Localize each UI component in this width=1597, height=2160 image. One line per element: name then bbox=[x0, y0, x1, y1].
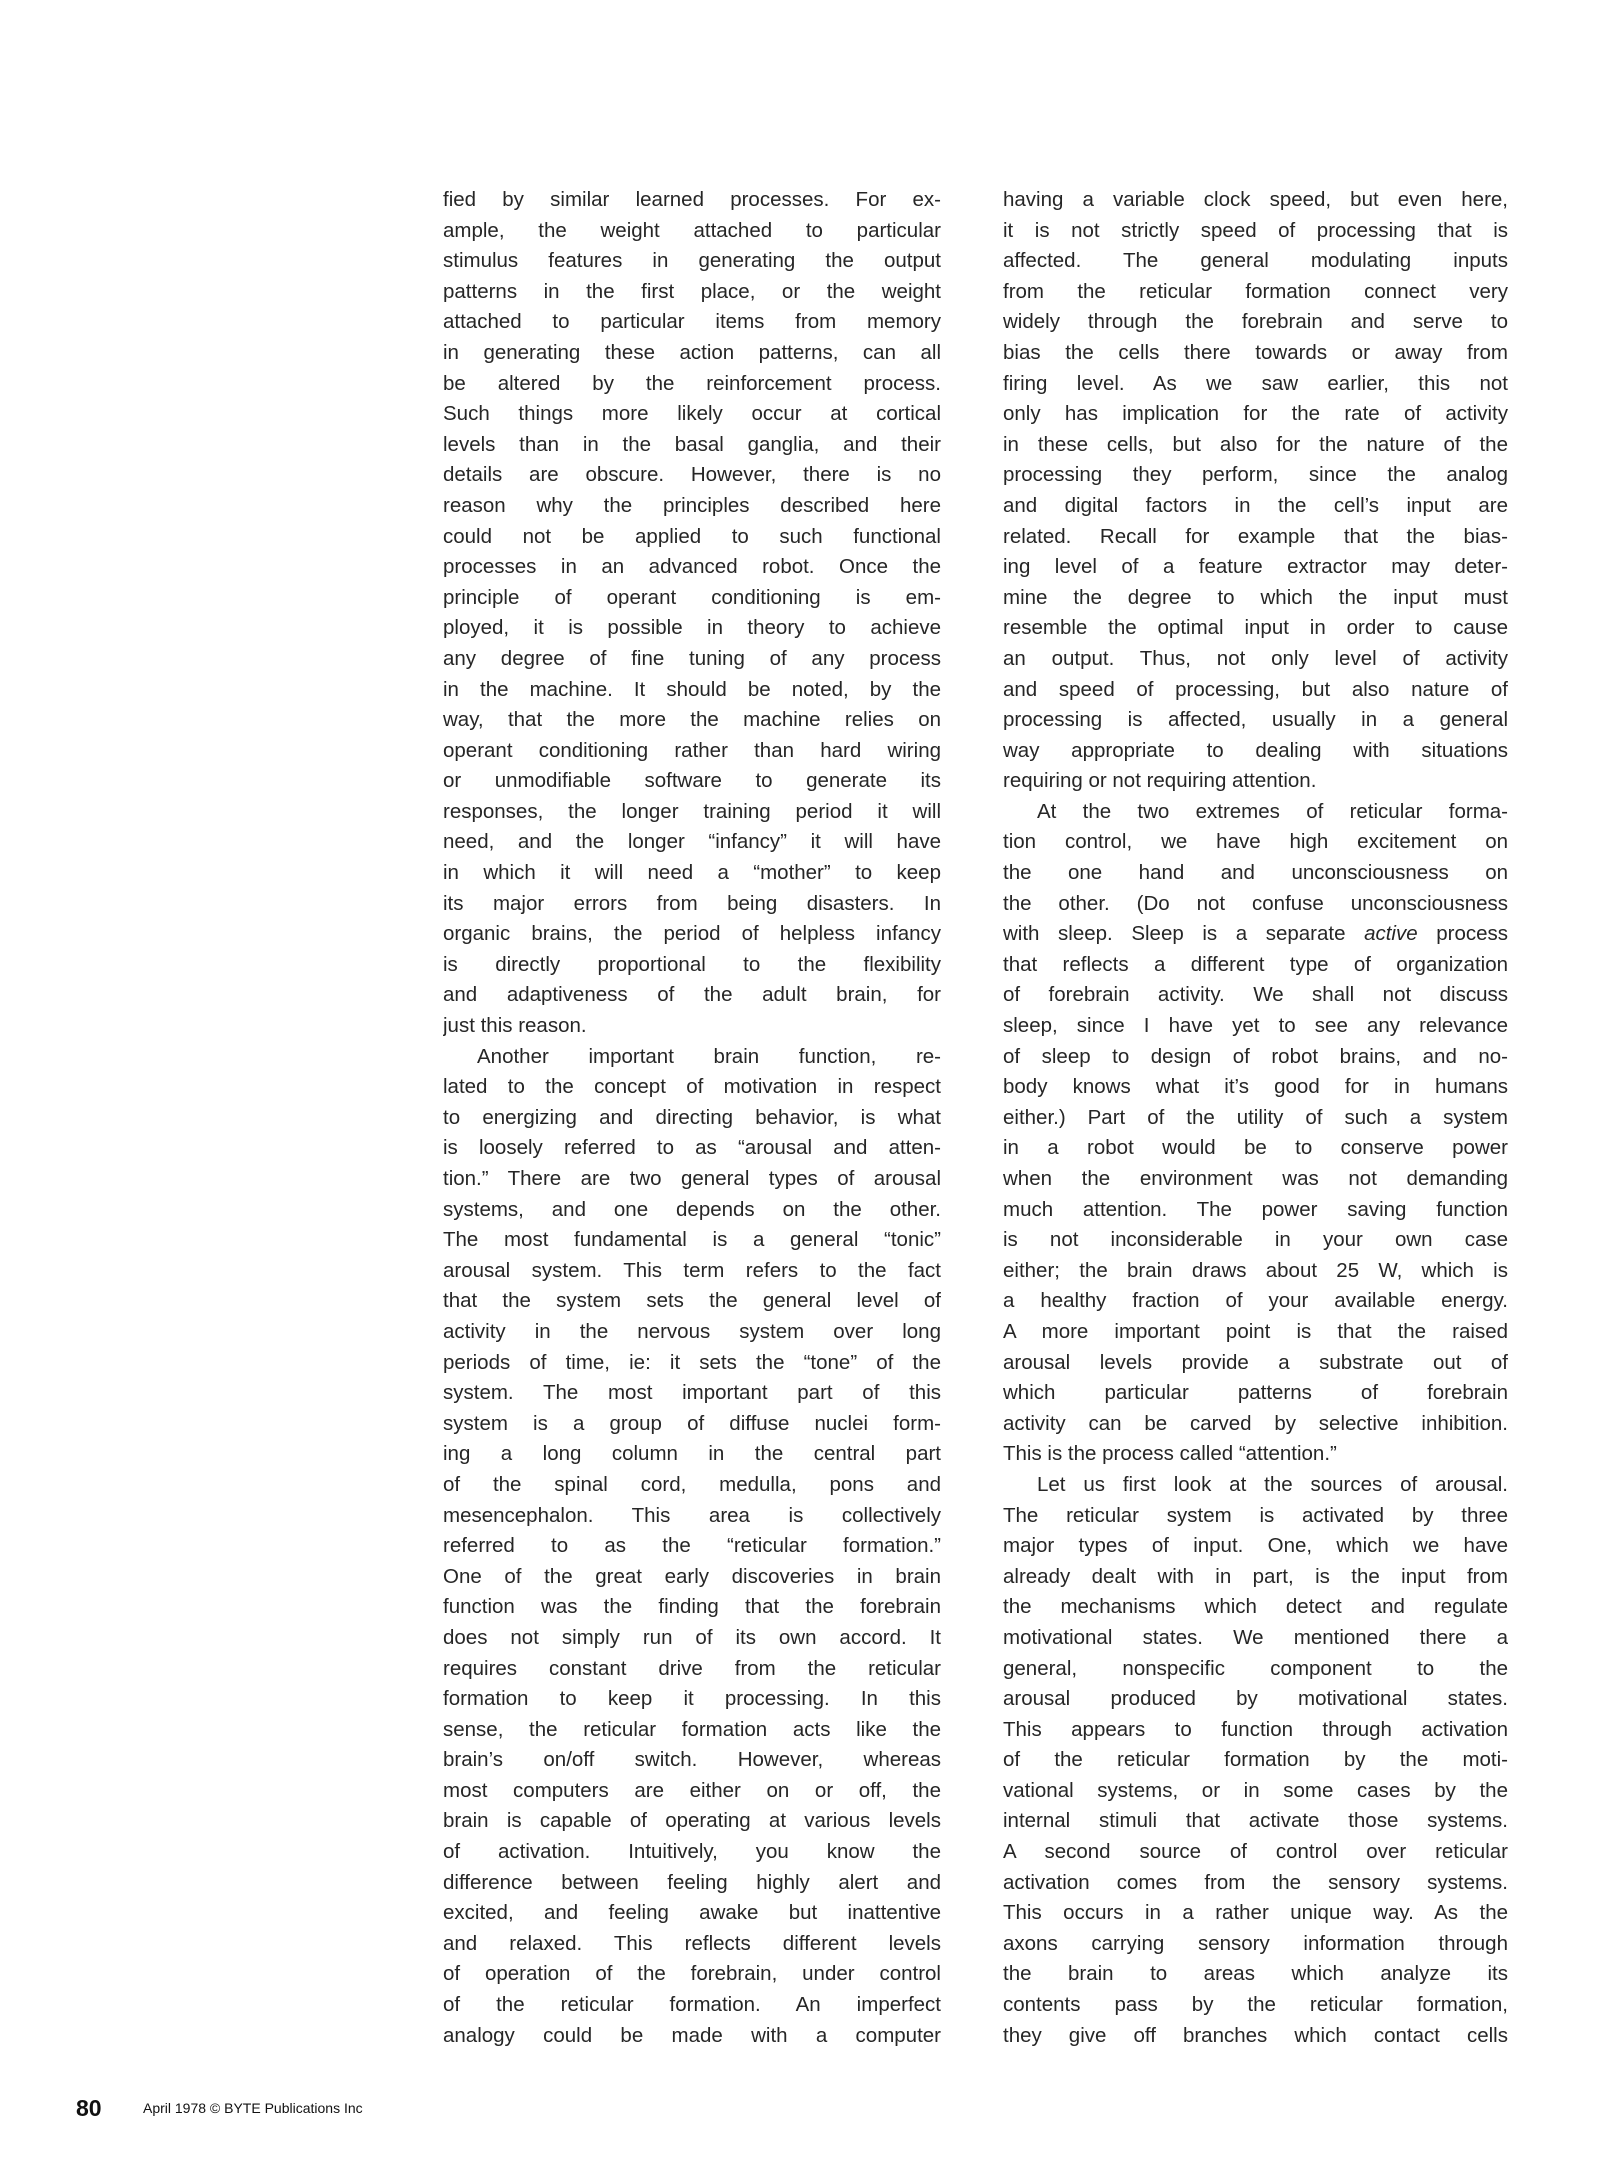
text-line bbox=[1003, 1684, 1508, 1715]
line-text: mine the degree to which the input must bbox=[1003, 585, 1508, 609]
text-line bbox=[1003, 1164, 1508, 1195]
text-line bbox=[1003, 1623, 1508, 1654]
line-text: This appears to function through activation bbox=[1003, 1717, 1508, 1741]
text-line bbox=[1003, 1439, 1508, 1470]
text-line bbox=[1003, 522, 1508, 553]
text-line bbox=[1003, 216, 1508, 247]
text-line bbox=[1003, 1959, 1508, 1990]
text-line bbox=[1003, 399, 1508, 430]
text-line bbox=[443, 1684, 941, 1715]
text-line bbox=[443, 1501, 941, 1532]
line-text: firing level. As we saw earlier, this not bbox=[1003, 371, 1508, 395]
line-text: ployed, it is possible in theory to achieve bbox=[443, 616, 941, 640]
text-line bbox=[1003, 766, 1508, 797]
line-text: arousal produced by motivational states. bbox=[1003, 1687, 1508, 1711]
text-line bbox=[1003, 1072, 1508, 1103]
line-text: function was the finding that the forebrain bbox=[443, 1595, 941, 1619]
line-text: sleep, since I have yet to see any relevance bbox=[1003, 1014, 1508, 1038]
line-text: which particular patterns of forebrain bbox=[1003, 1381, 1508, 1405]
text-line bbox=[1003, 430, 1508, 461]
text-line bbox=[1003, 675, 1508, 706]
line-text: way, that the more the machine relies on bbox=[443, 708, 941, 732]
text-line bbox=[443, 460, 941, 491]
text-line bbox=[443, 216, 941, 247]
text-line bbox=[443, 1256, 941, 1287]
line-text: is loosely referred to as “arousal and atten- bbox=[443, 1136, 941, 1160]
text-line bbox=[443, 491, 941, 522]
text-line bbox=[443, 980, 941, 1011]
text-line bbox=[443, 185, 941, 216]
line-text: At the two extremes of reticular forma- bbox=[1037, 799, 1508, 823]
line-text: vational systems, or in some cases by the bbox=[1003, 1778, 1508, 1802]
text-line bbox=[443, 1868, 941, 1899]
line-text: that the system sets the general level of bbox=[443, 1289, 941, 1313]
text-line bbox=[1003, 1103, 1508, 1134]
line-text: of the reticular formation by the moti- bbox=[1003, 1748, 1508, 1772]
text-line bbox=[1003, 1470, 1508, 1501]
line-text: having a variable clock speed, but even here, bbox=[1003, 188, 1508, 211]
text-line bbox=[443, 1042, 941, 1073]
line-text: ing a long column in the central part bbox=[443, 1442, 941, 1466]
text-line bbox=[1003, 1501, 1508, 1532]
page-number: 80 bbox=[76, 2095, 102, 2121]
line-text: bias the cells there towards or away from bbox=[1003, 340, 1508, 364]
text-line bbox=[1003, 185, 1508, 216]
text-line bbox=[443, 889, 941, 920]
text-line bbox=[443, 705, 941, 736]
line-text: in generating these action patterns, can all bbox=[443, 340, 941, 364]
line-text: attached to particular items from memory bbox=[443, 310, 941, 334]
line-text: of operation of the forebrain, under control bbox=[443, 1962, 941, 1986]
line-text: an output. Thus, not only level of activity bbox=[1003, 646, 1508, 670]
text-line bbox=[1003, 613, 1508, 644]
line-text: brain’s on/off switch. However, whereas bbox=[443, 1748, 941, 1772]
text-line bbox=[443, 1225, 941, 1256]
text-line bbox=[1003, 1929, 1508, 1960]
line-text: operant conditioning rather than hard wiring bbox=[443, 738, 941, 762]
line-text: systems, and one depends on the other. bbox=[443, 1197, 941, 1221]
line-text: process bbox=[1417, 922, 1508, 946]
line-text: principle of operant conditioning is em- bbox=[443, 585, 941, 609]
text-line bbox=[443, 1562, 941, 1593]
text-line bbox=[443, 675, 941, 706]
text-line bbox=[1003, 919, 1508, 950]
line-text: The reticular system is activated by three bbox=[1003, 1503, 1508, 1527]
text-line bbox=[1003, 1837, 1508, 1868]
line-text: be altered by the reinforcement process. bbox=[443, 371, 941, 395]
text-line bbox=[443, 827, 941, 858]
line-text: most computers are either on or off, the bbox=[443, 1778, 941, 1802]
line-text: when the environment was not demanding bbox=[1003, 1167, 1508, 1190]
line-text: widely through the forebrain and serve to bbox=[1003, 310, 1508, 334]
line-text: responses, the longer training period it will bbox=[443, 799, 941, 823]
text-line bbox=[443, 338, 941, 369]
text-line bbox=[1003, 552, 1508, 583]
line-text: mesencephalon. This area is collectively bbox=[443, 1503, 941, 1527]
text-line bbox=[443, 1072, 941, 1103]
text-line bbox=[443, 950, 941, 981]
line-text: of forebrain activity. We shall not discuss bbox=[1003, 983, 1508, 1007]
line-text: lated to the concept of motivation in respect bbox=[443, 1075, 941, 1099]
line-text: with sleep. Sleep is a separate bbox=[1003, 922, 1365, 946]
text-line bbox=[443, 1286, 941, 1317]
line-text: system. The most important part of this bbox=[443, 1381, 941, 1405]
line-text: motivational states. We mentioned there a bbox=[1003, 1625, 1508, 1649]
line-text: ing level of a feature extractor may deter- bbox=[1003, 555, 1508, 579]
line-text: general, nonspecific component to the bbox=[1003, 1656, 1508, 1680]
text-line bbox=[1003, 338, 1508, 369]
text-line bbox=[1003, 1990, 1508, 2021]
line-text: formation to keep it processing. In this bbox=[443, 1687, 941, 1711]
line-text: of the reticular formation. An imperfect bbox=[443, 1993, 941, 2017]
text-line bbox=[1003, 307, 1508, 338]
line-text: excited, and feeling awake but inattentive bbox=[443, 1901, 941, 1925]
line-text: requires constant drive from the reticular bbox=[443, 1656, 941, 1680]
line-text: and speed of processing, but also nature of bbox=[1003, 677, 1508, 701]
line-text: and adaptiveness of the adult brain, for bbox=[443, 983, 941, 1007]
line-text: levels than in the basal ganglia, and their bbox=[443, 432, 941, 456]
text-line bbox=[443, 430, 941, 461]
line-text: they give off branches which contact cells bbox=[1003, 2023, 1508, 2047]
text-line bbox=[443, 1623, 941, 1654]
text-line bbox=[443, 1470, 941, 1501]
text-line bbox=[1003, 889, 1508, 920]
line-text: processes in an advanced robot. Once the bbox=[443, 555, 941, 579]
text-line bbox=[1003, 1715, 1508, 1746]
line-text: patterns in the first place, or the weight bbox=[443, 279, 941, 303]
text-line bbox=[1003, 583, 1508, 614]
line-text: does not simply run of its own accord. It bbox=[443, 1625, 941, 1649]
line-text: already dealt with in part, is the input from bbox=[1003, 1564, 1508, 1588]
line-text: either.) Part of the utility of such a system bbox=[1003, 1105, 1508, 1129]
line-text: resemble the optimal input in order to cause bbox=[1003, 616, 1508, 640]
line-text: stimulus features in generating the output bbox=[443, 249, 941, 273]
text-line bbox=[443, 552, 941, 583]
line-text: of sleep to design of robot brains, and no- bbox=[1003, 1044, 1508, 1068]
text-line bbox=[443, 1990, 941, 2021]
text-line bbox=[1003, 1348, 1508, 1379]
text-line bbox=[1003, 1317, 1508, 1348]
line-text: only has implication for the rate of activity bbox=[1003, 402, 1508, 426]
line-text: need, and the longer “infancy” it will have bbox=[443, 830, 941, 854]
line-text: body knows what it’s good for in humans bbox=[1003, 1075, 1508, 1099]
line-text: referred to as the “reticular formation.” bbox=[443, 1534, 941, 1558]
text-line bbox=[443, 1959, 941, 1990]
line-text: in a robot would be to conserve power bbox=[1003, 1136, 1508, 1160]
line-text: tion.” There are two general types of arousal bbox=[443, 1167, 941, 1190]
line-text: internal stimuli that activate those systems. bbox=[1003, 1809, 1508, 1833]
text-line bbox=[1003, 1562, 1508, 1593]
emphasized-text: active bbox=[1364, 922, 1418, 946]
text-line bbox=[443, 1531, 941, 1562]
line-text: way appropriate to dealing with situations bbox=[1003, 738, 1508, 762]
line-text: is directly proportional to the flexibility bbox=[443, 952, 941, 976]
text-line bbox=[443, 613, 941, 644]
line-text: related. Recall for example that the bias- bbox=[1003, 524, 1508, 548]
text-line bbox=[443, 1348, 941, 1379]
text-line bbox=[443, 522, 941, 553]
line-text: and digital factors in the cell’s input are bbox=[1003, 493, 1508, 517]
text-line bbox=[443, 399, 941, 430]
text-line bbox=[1003, 1133, 1508, 1164]
text-line bbox=[443, 2021, 941, 2052]
text-line bbox=[1003, 491, 1508, 522]
line-text: major types of input. One, which we have bbox=[1003, 1534, 1508, 1558]
text-line bbox=[1003, 1011, 1508, 1042]
text-line bbox=[1003, 827, 1508, 858]
text-line bbox=[1003, 950, 1508, 981]
publication-credit: April 1978 © BYTE Publications Inc bbox=[143, 2100, 363, 2116]
text-line bbox=[443, 1164, 941, 1195]
text-line bbox=[443, 1745, 941, 1776]
text-line bbox=[1003, 1042, 1508, 1073]
line-text: details are obscure. However, there is no bbox=[443, 463, 941, 487]
line-text: contents pass by the reticular formation, bbox=[1003, 1993, 1508, 2017]
text-line bbox=[1003, 277, 1508, 308]
text-line bbox=[1003, 980, 1508, 1011]
line-text: processing is affected, usually in a general bbox=[1003, 708, 1508, 732]
text-line bbox=[443, 277, 941, 308]
text-line bbox=[443, 919, 941, 950]
line-text: any degree of fine tuning of any process bbox=[443, 646, 941, 670]
text-line bbox=[443, 246, 941, 277]
text-column-left bbox=[443, 185, 941, 2051]
line-text: arousal system. This term refers to the fact bbox=[443, 1258, 941, 1282]
line-text: One of the great early discoveries in brain bbox=[443, 1564, 941, 1588]
text-line bbox=[443, 1592, 941, 1623]
text-line bbox=[443, 1317, 941, 1348]
text-line bbox=[443, 1929, 941, 1960]
text-line bbox=[1003, 1378, 1508, 1409]
line-text: analogy could be made with a computer bbox=[443, 2023, 941, 2047]
line-text: periods of time, ie: it sets the “tone” of the bbox=[443, 1350, 941, 1374]
line-text: system is a group of diffuse nuclei form- bbox=[443, 1411, 941, 1435]
line-text: much attention. The power saving function bbox=[1003, 1197, 1508, 1221]
text-line bbox=[1003, 1806, 1508, 1837]
text-line bbox=[1003, 1531, 1508, 1562]
line-text: of activation. Intuitively, you know the bbox=[443, 1840, 941, 1864]
text-line bbox=[443, 1715, 941, 1746]
line-text: This is the process called “attention.” bbox=[1003, 1442, 1337, 1466]
line-text: in the machine. It should be noted, by the bbox=[443, 677, 941, 701]
line-text: just this reason. bbox=[443, 1014, 587, 1038]
text-line bbox=[443, 583, 941, 614]
text-line bbox=[1003, 246, 1508, 277]
text-line bbox=[1003, 1225, 1508, 1256]
text-line bbox=[443, 1439, 941, 1470]
text-line bbox=[1003, 1409, 1508, 1440]
line-text: that reflects a different type of organization bbox=[1003, 952, 1508, 976]
line-text: either; the brain draws about 25 W, which is bbox=[1003, 1258, 1508, 1282]
line-text: of the spinal cord, medulla, pons and bbox=[443, 1472, 941, 1496]
text-line bbox=[443, 1654, 941, 1685]
text-line bbox=[443, 1103, 941, 1134]
text-line bbox=[1003, 460, 1508, 491]
line-text: sense, the reticular formation acts like the bbox=[443, 1717, 941, 1741]
text-line bbox=[443, 1409, 941, 1440]
line-text: to energizing and directing behavior, is what bbox=[443, 1105, 941, 1129]
line-text: and relaxed. This reflects different levels bbox=[443, 1931, 941, 1955]
text-line bbox=[443, 1011, 941, 1042]
line-text: fied by similar learned processes. For ex- bbox=[443, 188, 941, 211]
line-text: activity can be carved by selective inhibition. bbox=[1003, 1411, 1508, 1435]
text-line bbox=[1003, 1776, 1508, 1807]
text-line bbox=[1003, 1195, 1508, 1226]
line-text: the mechanisms which detect and regulate bbox=[1003, 1595, 1508, 1619]
text-line bbox=[443, 1133, 941, 1164]
line-text: organic brains, the period of helpless infancy bbox=[443, 922, 941, 946]
text-line bbox=[1003, 369, 1508, 400]
line-text: affected. The general modulating inputs bbox=[1003, 249, 1508, 273]
line-text: could not be applied to such functional bbox=[443, 524, 941, 548]
text-line bbox=[443, 736, 941, 767]
line-text: tion control, we have high excitement on bbox=[1003, 830, 1508, 854]
text-line bbox=[1003, 797, 1508, 828]
line-text: the brain to areas which analyze its bbox=[1003, 1962, 1508, 1986]
text-line bbox=[1003, 858, 1508, 889]
text-line bbox=[443, 1195, 941, 1226]
text-line bbox=[1003, 1654, 1508, 1685]
line-text: the one hand and unconsciousness on bbox=[1003, 861, 1508, 885]
text-line bbox=[443, 1378, 941, 1409]
text-line bbox=[443, 1837, 941, 1868]
text-line bbox=[1003, 705, 1508, 736]
line-text: arousal levels provide a substrate out of bbox=[1003, 1350, 1508, 1374]
text-line bbox=[443, 1806, 941, 1837]
line-text: processing they perform, since the analog bbox=[1003, 463, 1508, 487]
line-text: requiring or not requiring attention. bbox=[1003, 769, 1317, 793]
text-line bbox=[1003, 1286, 1508, 1317]
text-column-right bbox=[1003, 185, 1508, 2051]
line-text: the other. (Do not confuse unconsciousness bbox=[1003, 891, 1508, 915]
line-text: This occurs in a rather unique way. As the bbox=[1003, 1901, 1508, 1925]
text-line bbox=[1003, 736, 1508, 767]
line-text: activity in the nervous system over long bbox=[443, 1319, 941, 1343]
line-text: The most fundamental is a general “tonic” bbox=[443, 1228, 941, 1252]
line-text: or unmodifiable software to generate its bbox=[443, 769, 941, 793]
line-text: brain is capable of operating at various levels bbox=[443, 1809, 941, 1833]
line-text: A second source of control over reticular bbox=[1003, 1840, 1508, 1864]
line-text: difference between feeling highly alert and bbox=[443, 1870, 941, 1894]
text-line bbox=[443, 369, 941, 400]
line-text: ample, the weight attached to particular bbox=[443, 218, 941, 242]
text-line bbox=[1003, 1898, 1508, 1929]
text-line bbox=[443, 766, 941, 797]
text-line bbox=[443, 307, 941, 338]
line-text: a healthy fraction of your available energy. bbox=[1003, 1289, 1508, 1313]
text-line bbox=[1003, 1592, 1508, 1623]
line-text: in these cells, but also for the nature of the bbox=[1003, 432, 1508, 456]
text-line bbox=[1003, 1868, 1508, 1899]
line-text: is not inconsiderable in your own case bbox=[1003, 1228, 1508, 1252]
line-text: it is not strictly speed of processing that is bbox=[1003, 218, 1508, 242]
line-text: Another important brain function, re- bbox=[477, 1044, 941, 1068]
text-line bbox=[443, 858, 941, 889]
text-line bbox=[1003, 2021, 1508, 2052]
line-text: from the reticular formation connect very bbox=[1003, 279, 1508, 303]
text-line bbox=[1003, 1745, 1508, 1776]
text-line bbox=[1003, 1256, 1508, 1287]
text-line bbox=[443, 644, 941, 675]
line-text: reason why the principles described here bbox=[443, 493, 941, 517]
line-text: Let us first look at the sources of arousal. bbox=[1037, 1472, 1508, 1496]
line-text: axons carrying sensory information through bbox=[1003, 1931, 1508, 1955]
line-text: Such things more likely occur at cortical bbox=[443, 402, 941, 426]
line-text: in which it will need a “mother” to keep bbox=[443, 861, 941, 885]
line-text: its major errors from being disasters. In bbox=[443, 891, 941, 915]
text-line bbox=[443, 1898, 941, 1929]
line-text: activation comes from the sensory systems. bbox=[1003, 1870, 1508, 1894]
text-line bbox=[1003, 644, 1508, 675]
line-text: A more important point is that the raised bbox=[1003, 1319, 1508, 1343]
text-line bbox=[443, 1776, 941, 1807]
text-line bbox=[443, 797, 941, 828]
